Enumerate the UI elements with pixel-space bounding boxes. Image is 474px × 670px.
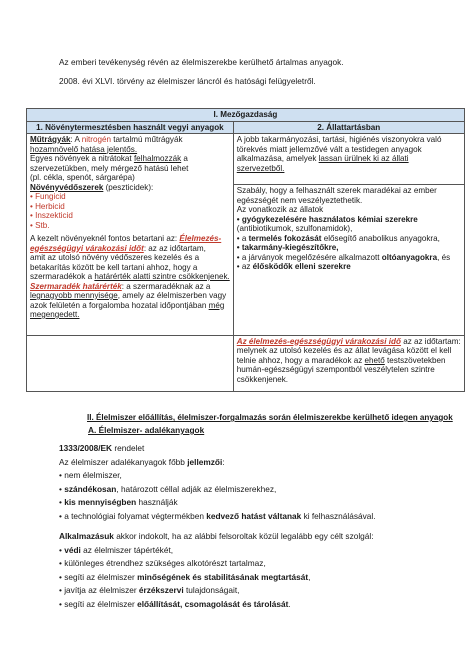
livestock-cell: A jobb takarmányozási, tartási, higiénés viszonyokra való törekvés miatt jellemzővé vált a testidegen anyagok alkalmazása, amelyek lassan ürülnek ki az állati szervezetből. bbox=[233, 134, 464, 185]
use-line-1: Alkalmazásuk akkor indokolt, ha az alábbi felsoroltak közül legalább egy célt szolgál: bbox=[59, 531, 374, 541]
plant-chemicals-cell: Műtrágyák: A nitrogén tartalmú műtrágyák hozamnövelő hatása jelentős. Egyes növények a nitrátokat felhalmozzák a szervezetükben, mely mérgező hatású lehet (pl. cékla, spenót, sárgarépa) Növényvédőszerek (peszticidek): • Fungicid • Herbicid • Inszekticid • Stb. A kezelt növényeknél fontos betartani az: Élelmezés- egészségügyi várakozási időt: az az időtartam, amit az utolsó növény védőszeres kezelés és a betakarítás között be kell tartani ahhoz, hogy a szermaradékok a határérték alatti szintre csökkenjenek. Szermaradék határérték: a szermaradéknak az a legnagyobb mennyisége, amely az élelmiszerben vagy azok felületén a forgalomba hozatal időpontjában még megengedett. bbox=[27, 134, 234, 336]
def-line-2: • nem élelmiszer, bbox=[59, 470, 122, 480]
def-line-3: • szándékosan, határozott céllal adják az élelmiszerekhez, bbox=[59, 484, 277, 494]
col1-header: 1. Növénytermesztésben használt vegyi anyagok bbox=[27, 121, 234, 134]
def-line-4: • kis mennyiségben használják bbox=[59, 497, 178, 507]
section2-subheading: A. Élelmiszer- adalékanyagok bbox=[88, 425, 205, 435]
use-line-2: • védi az élelmiszer tápértékét, bbox=[59, 545, 174, 555]
use-line-3: • különleges étrendhez szükséges alkotórészt tartalmaz, bbox=[59, 558, 266, 568]
use-line-4: • segíti az élelmiszer minőségének és stabilitásának megtartását, bbox=[59, 572, 311, 582]
use-line-6: • segíti az élelmiszer előállítását, csomagolását és tárolását. bbox=[59, 599, 291, 609]
intro-line-1: Az emberi tevékenység révén az élelmiszerekbe kerülhető ártalmas anyagok. bbox=[59, 57, 344, 67]
def-line-1: Az élelmiszer adalékanyagok főbb jellemzői: bbox=[59, 457, 225, 467]
waiting-period-cell: Az élelmezés-egészségügyi várakozási idő az az időtartam: melynek az utolsó kezelés és az állat levágása között el kell telnie ahhoz, hogy a maradékok az ehető testszövetekben humán-egészségügyi szempontból veszélytelen szintre csökkenjenek. bbox=[233, 335, 464, 392]
intro-line-2: 2008. évi XLVI. törvény az élelmiszer láncról és hatósági felügyeletről. bbox=[59, 76, 316, 86]
agriculture-table bbox=[26, 108, 465, 392]
section2-heading: II. Élelmiszer előállítás, élelmiszer-forgalmazás során élelmiszerekbe kerülhető idegen anyagok bbox=[87, 413, 453, 422]
def-line-5: • a technológiai folyamat végtermékben kedvező hatást váltanak ki felhasználásával. bbox=[59, 511, 376, 521]
section-title: I. Mezőgazdaság bbox=[27, 109, 465, 122]
regulation-line: 1333/2008/EK rendelet bbox=[59, 443, 145, 453]
use-line-5: • javítja az élelmiszer érzékszervi tulajdonságait, bbox=[59, 585, 240, 595]
col2-header: 2. Állattartásban bbox=[233, 121, 464, 134]
empty-cell bbox=[27, 335, 234, 392]
residue-rule-cell: Szabály, hogy a felhasznált szerek maradékai az ember egészségét nem veszélyeztethetik. Az vonatkozik az állatok • gyógykezelésére használatos kémiai szerekre (antibiotikumok, szulfonamidok), • a termelés fokozását elősegítő anabolikus anyagokra, • takarmány-kiegészítőkre, • a járványok megelőzésére alkalmazott oltóanyagokra, és • az élősködők elleni szerekre bbox=[233, 185, 464, 335]
